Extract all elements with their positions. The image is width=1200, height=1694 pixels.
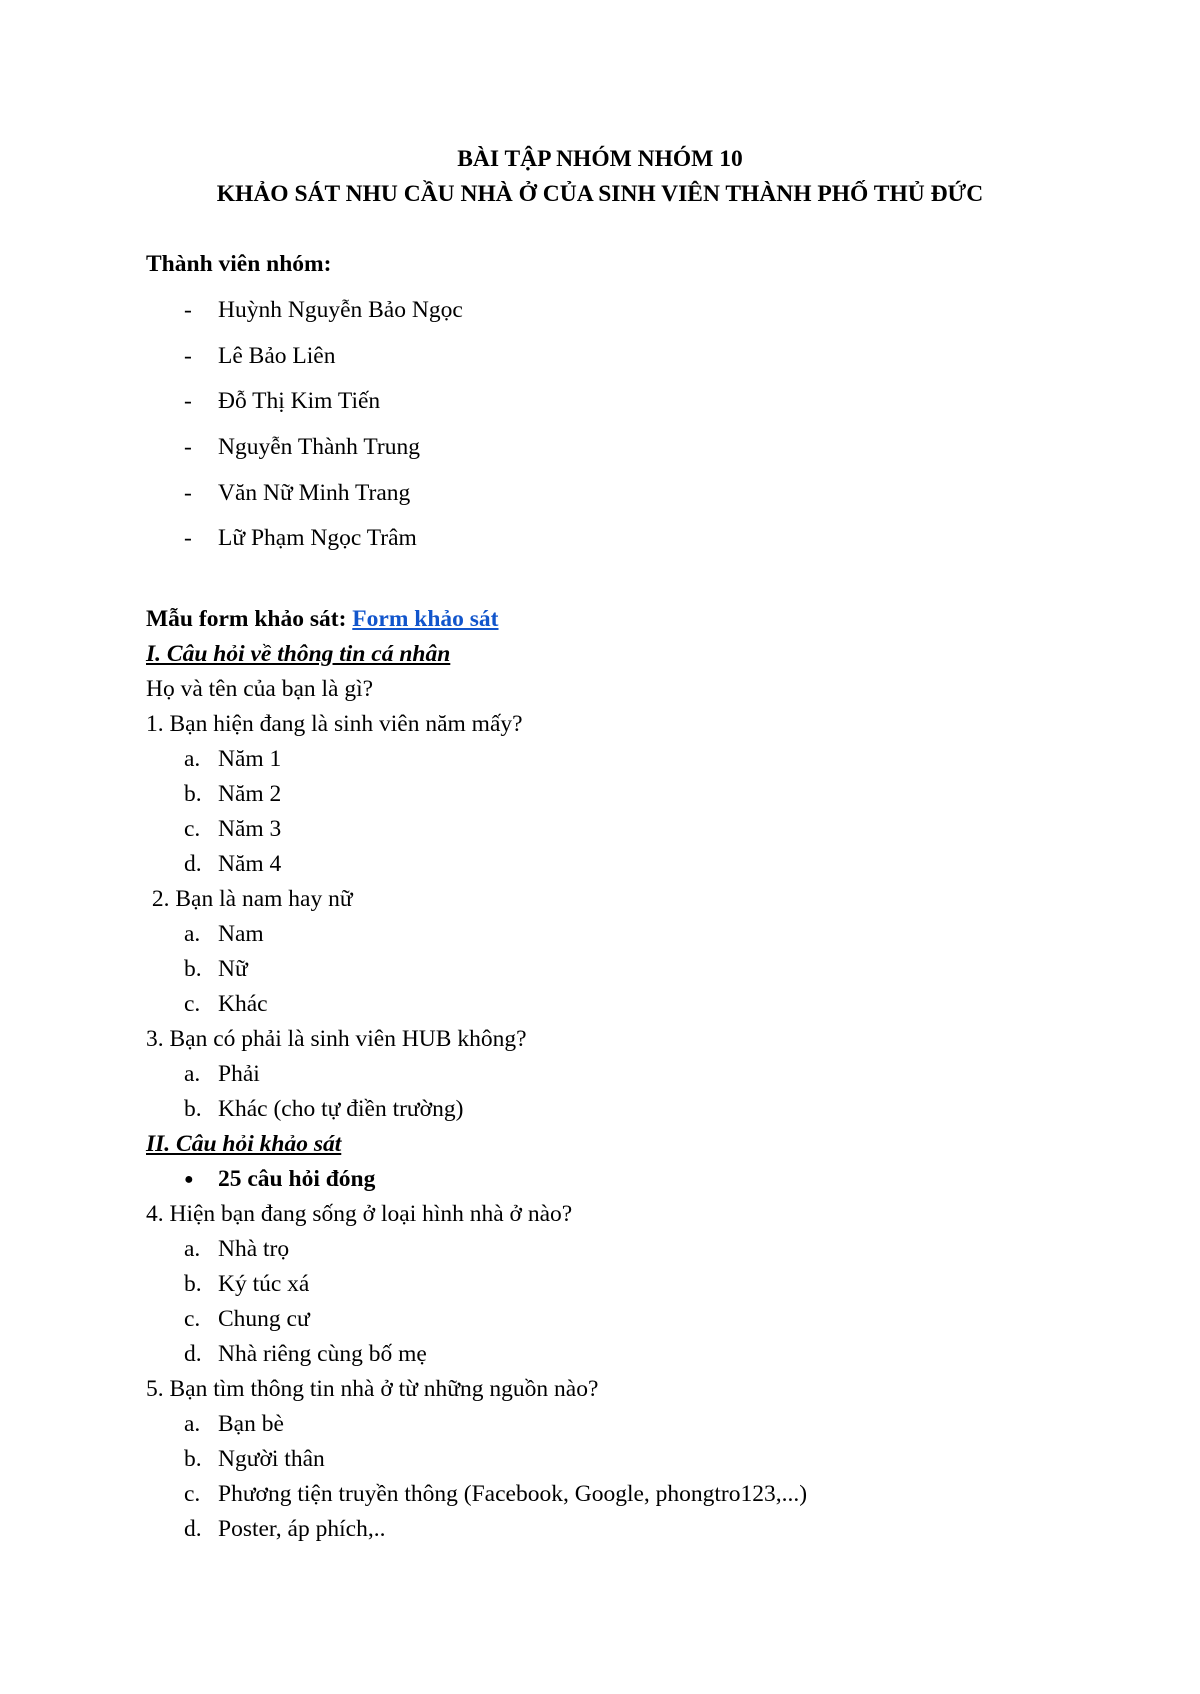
option-letter: a. [184, 921, 201, 947]
option-item [184, 1341, 427, 1368]
bullet-text: 25 câu hỏi đóng [218, 1166, 376, 1192]
option-item [184, 1306, 310, 1333]
option-letter: b. [184, 1271, 202, 1297]
member-name: Nguyễn Thành Trung [218, 434, 420, 460]
option-text: Poster, áp phích,.. [218, 1516, 386, 1542]
document-title: BÀI TẬP NHÓM NHÓM 10 [457, 146, 743, 172]
members-heading: Thành viên nhóm: [146, 251, 332, 277]
list-dash: - [184, 297, 192, 323]
option-text: Năm 4 [218, 851, 282, 877]
member-item [184, 388, 380, 415]
option-text: Năm 1 [218, 746, 282, 772]
option-letter: b. [184, 781, 202, 807]
option-letter: c. [184, 1306, 201, 1332]
member-name: Lữ Phạm Ngọc Trâm [218, 525, 417, 551]
option-item [184, 1446, 325, 1473]
option-item [184, 1096, 463, 1123]
member-item [184, 525, 417, 552]
option-item [184, 746, 281, 773]
document-subtitle: KHẢO SÁT NHU CẦU NHÀ Ở CỦA SINH VIÊN THÀNH PHỐ THỦ ĐỨC [216, 181, 984, 207]
option-item [184, 781, 281, 808]
member-item [184, 343, 335, 370]
list-dash: - [184, 434, 192, 460]
option-text: Nữ [218, 956, 248, 982]
option-letter: b. [184, 1446, 202, 1472]
member-name: Văn Nữ Minh Trang [218, 480, 411, 506]
form-link[interactable]: Form khảo sát [352, 606, 499, 632]
option-item [184, 816, 281, 843]
option-letter: c. [184, 816, 201, 842]
option-item [184, 1516, 385, 1543]
option-letter: a. [184, 746, 201, 772]
option-text: Ký túc xá [218, 1271, 310, 1297]
question-2: 2. Bạn là nam hay nữ [146, 886, 353, 912]
option-text: Nam [218, 921, 264, 947]
option-item [184, 921, 264, 948]
option-item [184, 956, 248, 983]
option-letter: d. [184, 1516, 202, 1542]
option-letter: d. [184, 851, 202, 877]
option-letter: b. [184, 1096, 202, 1122]
question-4: 4. Hiện bạn đang sống ở loại hình nhà ở nào? [146, 1201, 573, 1227]
member-item [184, 480, 410, 507]
option-text: Nhà riêng cùng bố mẹ [218, 1341, 427, 1367]
option-text: Nhà trọ [218, 1236, 290, 1262]
option-item [184, 991, 268, 1018]
option-item [184, 1271, 309, 1298]
option-letter: a. [184, 1061, 201, 1087]
option-letter: a. [184, 1411, 201, 1437]
question-1: 1. Bạn hiện đang là sinh viên năm mấy? [146, 711, 523, 737]
option-text: Phương tiện truyền thông (Facebook, Google, phongtro123,...) [218, 1481, 808, 1507]
option-letter: d. [184, 1341, 202, 1367]
name-question: Họ và tên của bạn là gì? [146, 676, 374, 702]
option-letter: c. [184, 991, 201, 1017]
question-5: 5. Bạn tìm thông tin nhà ở từ những nguồn nào? [146, 1376, 599, 1402]
form-line [146, 606, 499, 633]
option-item [184, 1481, 807, 1508]
option-letter: c. [184, 1481, 201, 1507]
option-item [184, 1411, 284, 1438]
list-dash: - [184, 388, 192, 414]
section-heading-personal: I. Câu hỏi về thông tin cá nhân [146, 641, 451, 667]
option-item [184, 1236, 289, 1263]
bullet-item [184, 1166, 375, 1193]
option-letter: a. [184, 1236, 201, 1262]
option-text: Khác (cho tự điền trường) [218, 1096, 464, 1122]
option-item [184, 1061, 260, 1088]
member-name: Huỳnh Nguyễn Bảo Ngọc [218, 297, 463, 323]
option-item [184, 851, 281, 878]
list-dash: - [184, 525, 192, 551]
option-text: Khác [218, 991, 268, 1017]
option-text: Người thân [218, 1446, 325, 1472]
list-dash: - [184, 343, 192, 369]
option-text: Bạn bè [218, 1411, 284, 1437]
form-label: Mẫu form khảo sát: [146, 606, 353, 632]
member-item [184, 434, 420, 461]
member-item [184, 297, 463, 324]
member-name: Đỗ Thị Kim Tiến [218, 388, 381, 414]
option-letter: b. [184, 956, 202, 982]
section-heading-survey: II. Câu hỏi khảo sát [146, 1131, 342, 1157]
question-3: 3. Bạn có phải là sinh viên HUB không? [146, 1026, 527, 1052]
option-text: Năm 2 [218, 781, 282, 807]
option-text: Chung cư [218, 1306, 310, 1332]
list-dash: - [184, 480, 192, 506]
member-name: Lê Bảo Liên [218, 343, 336, 369]
bullet-dot-icon: ● [184, 1171, 194, 1188]
option-text: Năm 3 [218, 816, 282, 842]
option-text: Phải [218, 1061, 260, 1087]
